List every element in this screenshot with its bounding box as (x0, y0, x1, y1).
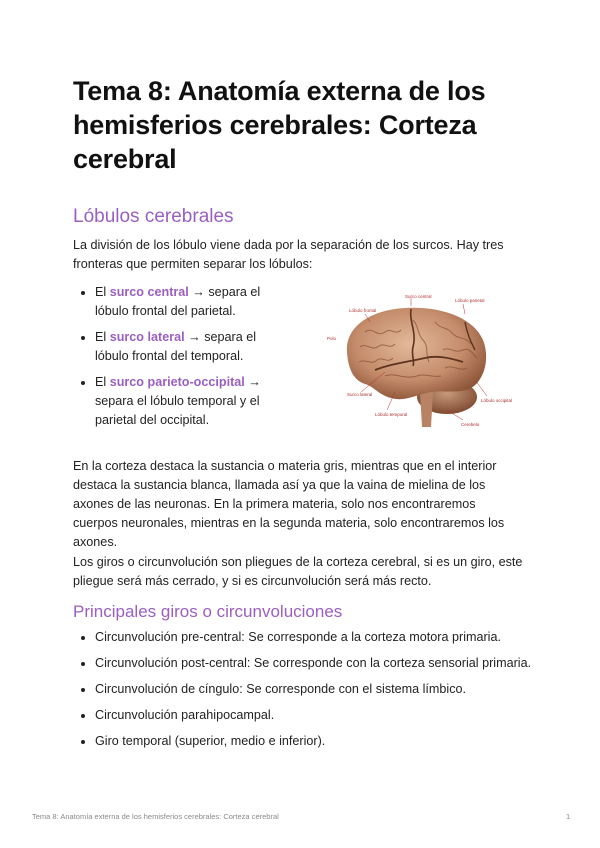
label-surco-central: Surco central (405, 294, 432, 299)
list-item: Circunvolución de cíngulo: Se corresponde con el sistema límbico. (73, 680, 533, 699)
section-heading-giros: Principales giros o circunvoluciones (73, 602, 343, 621)
label-cerebelo: Cerebelo (461, 422, 480, 427)
label-lobulo-occipital: Lóbulo occipital (481, 398, 513, 403)
brain-lateral-view-image (325, 292, 513, 437)
label-lobulo-temporal: Lóbulo temporal (375, 412, 408, 417)
list-item: Circunvolución parahipocampal. (73, 706, 533, 725)
label-polo: Polo (327, 336, 337, 341)
footer-title: Tema 8: Anatomía externa de los hemisferios cerebrales: Corteza cerebral (32, 812, 279, 821)
label-surco-lateral: Surco lateral (347, 392, 373, 397)
section-heading-lobulos: Lóbulos cerebrales (73, 206, 234, 227)
sulci-list (73, 283, 273, 437)
label-lobulo-parietal: Lóbulo parietal (455, 298, 485, 303)
page-number: 1 (566, 812, 571, 821)
page-title: Tema 8: Anatomía externa de los hemisferios cerebrales: Corteza cerebral (73, 76, 486, 174)
list-item: El surco parieto-occipital → separa el lóbulo temporal y el parietal del occipital. (73, 373, 273, 430)
list-item: Circunvolución pre-central: Se corresponde a la corteza motora primaria. (73, 628, 533, 647)
list-item: El surco central → separa el lóbulo frontal del parietal. (73, 283, 273, 321)
intro-paragraph: La división de los lóbulo viene dada por la separación de los surcos. Hay tres fronteras que permiten separar los lóbulos: (73, 238, 504, 271)
list-item: Circunvolución post-central: Se corresponde con la corteza sensorial primaria. (73, 654, 533, 673)
paragraph-giros: Los giros o circunvolución son pliegues de la corteza cerebral, si es un giro, este pliegue será más cerrado, y si es circunvolución será más recto. (73, 555, 523, 588)
list-item: El surco lateral → separa el lóbulo frontal del temporal. (73, 328, 273, 366)
list-item: Giro temporal (superior, medio e inferior). (73, 732, 533, 751)
gyri-list (73, 628, 533, 758)
label-lobulo-frontal: Lóbulo frontal (349, 308, 377, 313)
paragraph-sustancia: En la corteza destaca la sustancia o materia gris, mientras que en el interior destaca la sustancia blanca, llamada así ya que la vaina de mielina de los axones de las neuronas. En la primera materia, solo nos encontraremos cuerpos neuronales, mientras en la segunda materia, solo encontraremos los axones. (73, 459, 505, 549)
